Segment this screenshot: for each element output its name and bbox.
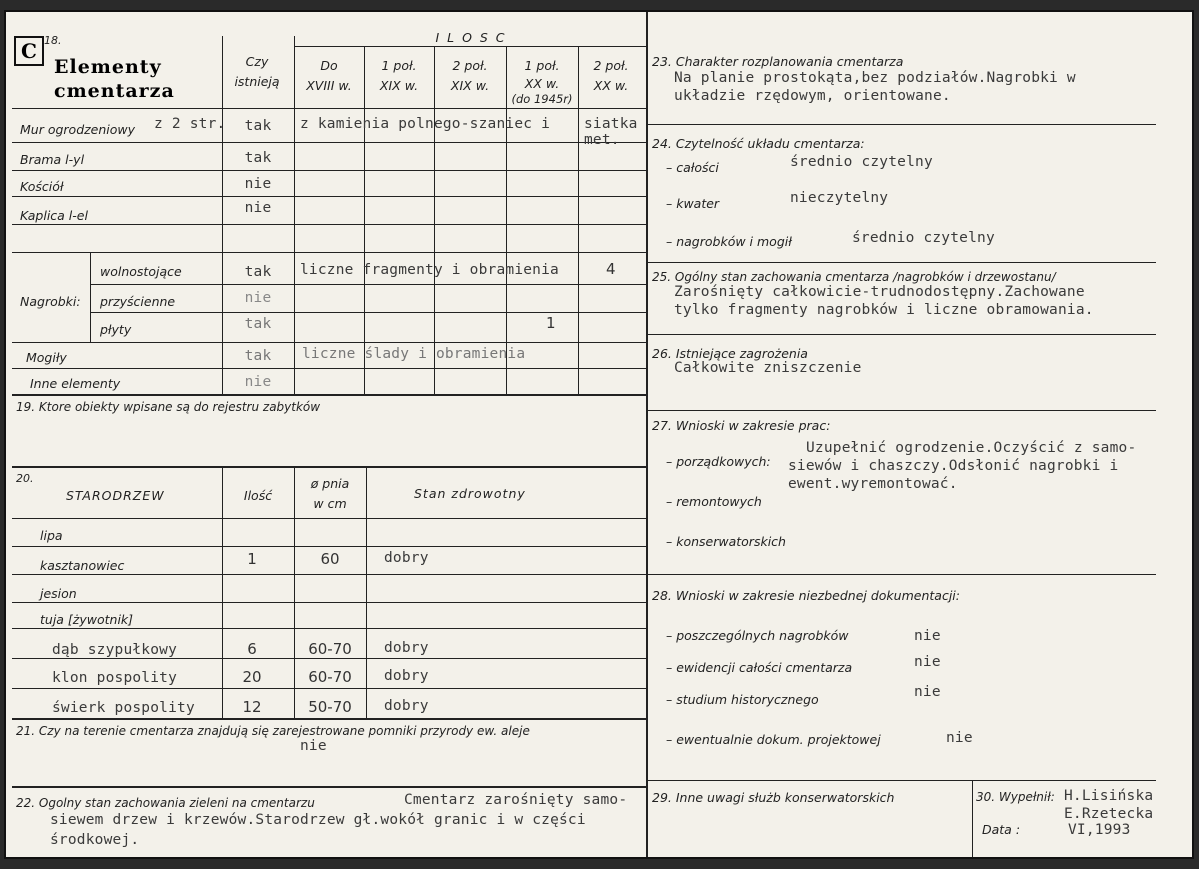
s20-col-name: STARODRZEW (66, 488, 165, 503)
row-plyty-num: 1 (546, 314, 556, 332)
s24-calosci-label: – całości (666, 160, 719, 175)
row-mur-extra: z 2 str. (154, 116, 226, 132)
s28-item-label: – studium historycznego (666, 692, 819, 707)
s28-item-value: nie (946, 730, 973, 746)
row-mur-czy: tak (244, 118, 272, 134)
s28-item-label: – poszczególnych nagrobków (666, 628, 849, 643)
tree-row-state: dobry (384, 668, 429, 684)
col-1xx-3: (do 1945r) (511, 92, 573, 106)
row-kosciol-czy: nie (244, 176, 272, 192)
section-18-title-1: Elementy (54, 56, 162, 78)
tree-row-name: dąb szypułkowy (52, 642, 178, 658)
row-inne-czy: nie (244, 374, 272, 390)
col-istnieja: istnieją (234, 74, 280, 89)
col-czy: Czy (245, 54, 269, 69)
section-28-label: 28. Wnioski w zakresie niezbednej dokumentacji: (652, 588, 960, 603)
section-26-value: Całkowite zniszczenie (674, 360, 862, 376)
col-2xix-2: XIX w. (450, 78, 490, 93)
col-xviii-2: XVIII w. (306, 78, 352, 93)
s24-nagrobkow-label: – nagrobków i mogił (666, 234, 792, 249)
section-19-label: 19. Ktore obiekty wpisane są do rejestru zabytków (16, 400, 321, 414)
section-23-label: 23. Charakter rozplanowania cmentarza (652, 54, 904, 69)
tree-row-state: dobry (384, 550, 429, 566)
row-przysc-label: przyścienne (100, 294, 176, 309)
section-25-line-2: tylko fragmenty nagrobków i liczne obramowania. (674, 302, 1094, 318)
section-24-label: 24. Czytelność układu cmentarza: (652, 136, 865, 151)
col-1xx-1: 1 poł. (524, 58, 560, 73)
tree-row-name: tuja [żywotnik] (40, 612, 134, 627)
col-xviii-1: Do (320, 58, 338, 73)
row-mogily-desc: liczne ślady i obramienia (302, 346, 526, 362)
s28-item-value: nie (914, 628, 941, 644)
row-brama-czy: tak (244, 150, 272, 166)
section-30-label: 30. Wypełnił: (976, 790, 1055, 804)
row-mur-desc-2: siatka (584, 116, 638, 132)
section-26-label: 26. Istniejące zagrożenia (652, 346, 808, 361)
col-2xix-1: 2 poł. (452, 58, 488, 73)
s24-calosci-value: średnio czytelny (790, 154, 933, 170)
s20-col-pnia-1: ø pnia (310, 476, 350, 491)
row-mogily-label: Mogiły (26, 350, 67, 365)
section-25-line-1: Zarośnięty całkowicie-trudnodostępny.Zachowane (674, 284, 1085, 300)
row-kosciol-label: Kościół (20, 179, 64, 194)
row-mur-desc-3: met. (584, 132, 620, 148)
tree-row-qty: 12 (242, 698, 262, 716)
s30-date: VI,1993 (1068, 822, 1131, 838)
tree-row-dia: 50-70 (308, 698, 352, 716)
s28-item-value: nie (914, 684, 941, 700)
row-wolno-czy: tak (244, 264, 272, 280)
section-25-label: 25. Ogólny stan zachowania cmentarza /nagrobków i drzewostanu/ (652, 270, 1056, 284)
s28-item-value: nie (914, 654, 941, 670)
section-23-line-1: Na planie prostokąta,bez podziałów.Nagrobki w (674, 70, 1076, 86)
tree-row-qty: 6 (247, 640, 257, 658)
s27-porz-label: – porządkowych: (666, 454, 771, 469)
section-18-num: 18. (44, 34, 62, 47)
s24-kwater-value: nieczytelny (790, 190, 889, 206)
record-card (4, 10, 1194, 859)
col-1xx-2: XX w. (524, 76, 560, 91)
s27-line-3: ewent.wyremontować. (788, 476, 958, 492)
s27-konserw-label: – konserwatorskich (666, 534, 786, 549)
s30-name-1: H.Lisińska (1064, 788, 1154, 804)
section-18-title-2: cmentarza (54, 80, 175, 102)
s27-line-1: Uzupełnić ogrodzenie.Oczyścić z samo- (806, 440, 1137, 456)
tree-row-state: dobry (384, 640, 429, 656)
section-20-num: 20. (16, 472, 34, 485)
section-27-label: 27. Wnioski w zakresie prac: (652, 418, 831, 433)
section-21-label: 21. Czy na terenie cmentarza znajdują się zarejestrowane pomniki przyrody ew. aleje (16, 724, 530, 738)
tree-row-name: jesion (40, 586, 77, 601)
s24-kwater-label: – kwater (666, 196, 720, 211)
tree-row-dia: 60-70 (308, 668, 352, 686)
s28-item-label: – ewidencji całości cmentarza (666, 660, 853, 675)
col-2xx-2: XX w. (593, 78, 629, 93)
col-ilosc: I L O S C (435, 30, 507, 45)
s20-col-ilosc: Ilość (243, 488, 273, 503)
row-plyty-label: płyty (100, 322, 132, 337)
row-wolno-num: 4 (606, 260, 616, 278)
row-kaplica-label: Kaplica l-el (20, 208, 88, 223)
col-1xix-2: XIX w. (379, 78, 419, 93)
s27-line-2: siewów i chaszczy.Odsłonić nagrobki i (788, 458, 1119, 474)
row-inne-label: Inne elementy (30, 376, 121, 391)
s30-data-label: Data : (982, 822, 1021, 837)
row-przysc-czy: nie (244, 290, 272, 306)
tree-row-state: dobry (384, 698, 429, 714)
col-2xx-1: 2 poł. (593, 58, 629, 73)
row-mur-label: Mur ogrodzeniowy (20, 122, 136, 137)
tree-row-name: kasztanowiec (40, 558, 125, 573)
row-mur-desc: z kamienia polnego-szaniec i (300, 116, 551, 132)
s28-item-label: – ewentualnie dokum. projektowej (666, 732, 881, 747)
s24-nagrobkow-value: średnio czytelny (852, 230, 995, 246)
card-badge: C (14, 36, 44, 66)
col-1xix-1: 1 poł. (381, 58, 417, 73)
section-22-line-1: Cmentarz zarośnięty samo- (404, 792, 628, 808)
row-nagrobki-label: Nagrobki: (20, 294, 81, 309)
tree-row-name: świerk pospolity (52, 700, 195, 716)
s20-col-stan: Stan zdrowotny (414, 486, 526, 501)
s20-col-pnia-2: w cm (313, 496, 347, 511)
section-29-label: 29. Inne uwagi służb konserwatorskich (652, 790, 895, 805)
tree-row-dia: 60 (320, 550, 340, 568)
s27-remont-label: – remontowych (666, 494, 762, 509)
section-22-label: 22. Ogolny stan zachowania zieleni na cmentarzu (16, 796, 315, 810)
section-21-value: nie (300, 738, 327, 754)
row-kaplica-czy: nie (244, 200, 272, 216)
tree-row-name: klon pospolity (52, 670, 178, 686)
row-wolno-label: wolnostojące (100, 264, 182, 279)
tree-row-qty: 20 (242, 668, 262, 686)
row-mogily-czy: tak (244, 348, 272, 364)
row-plyty-czy: tak (244, 316, 272, 332)
row-brama-label: Brama l-yl (20, 152, 85, 167)
tree-row-qty: 1 (247, 550, 257, 568)
tree-row-dia: 60-70 (308, 640, 352, 658)
section-22-line-3: środkowej. (50, 832, 140, 848)
row-wolno-desc: liczne fragmenty i obramienia (300, 262, 559, 278)
s30-name-2: E.Rzetecka (1064, 806, 1154, 822)
tree-row-name: lipa (40, 528, 63, 543)
section-22-line-2: siewem drzew i krzewów.Starodrzew gł.wokół granic i w części (50, 812, 586, 828)
section-23-line-2: układzie rzędowym, orientowane. (674, 88, 951, 104)
